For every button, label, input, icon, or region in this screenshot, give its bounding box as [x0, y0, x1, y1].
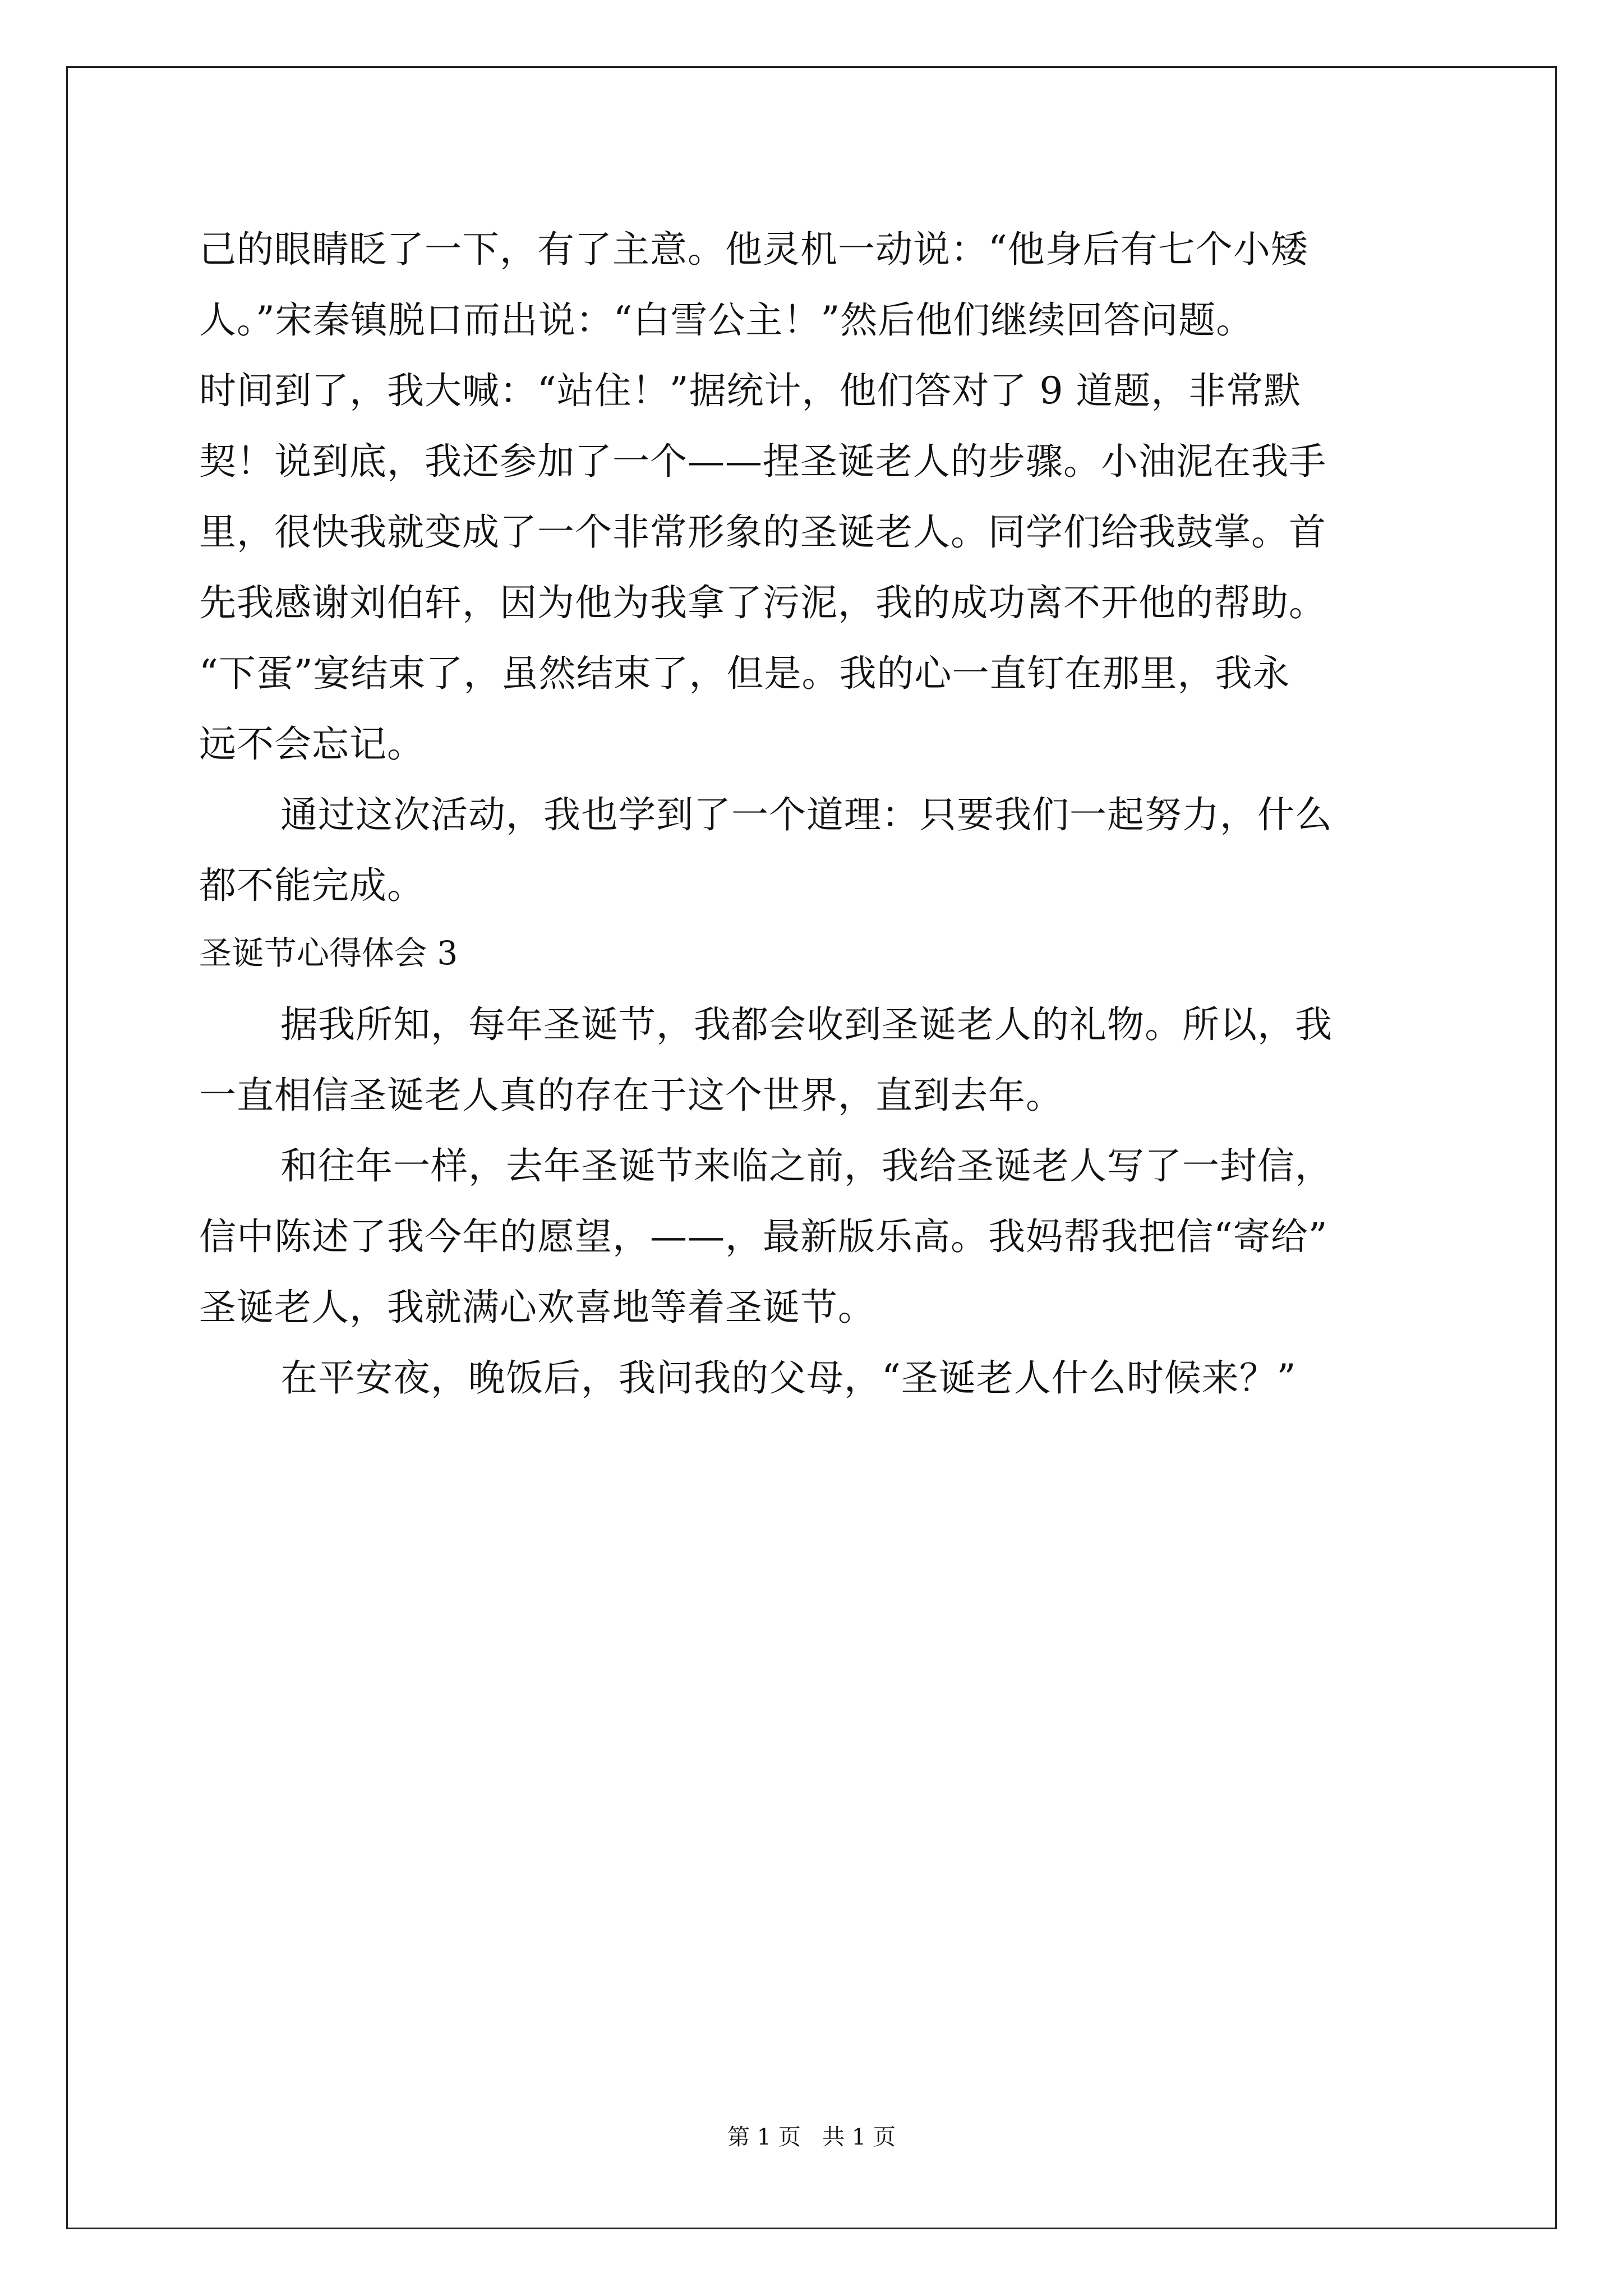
- text-line: 一直相信圣诞老人真的存在于这个世界，直到去年。: [199, 1074, 1063, 1117]
- text-line: 时间到了，我大喊：“站住！”据统计，他们答对了 9 道题，非常默: [199, 369, 1302, 412]
- text-line: 契！说到底，我还参加了一个——捏圣诞老人的步骤。小油泥在我手: [199, 440, 1326, 483]
- text-line: 远不会忘记。: [199, 723, 425, 766]
- paragraph-first-line: 和往年一样，去年圣诞节来临之前，我给圣诞老人写了一封信，: [280, 1144, 1332, 1188]
- paragraph-first-line: 通过这次活动，我也学到了一个道理：只要我们一起努力，什么: [280, 793, 1332, 836]
- text-line: 都不能完成。: [199, 864, 425, 907]
- text-line: 先我感谢刘伯轩，因为他为我拿了污泥，我的成功离不开他的帮助。: [199, 581, 1326, 624]
- text-line: 信中陈述了我今年的愿望，——，最新版乐高。我妈帮我把信“寄给”: [199, 1215, 1328, 1258]
- page-footer: 第 1 页 共 1 页: [727, 2124, 896, 2150]
- text-line: 圣诞老人，我就满心欢喜地等着圣诞节。: [199, 1286, 875, 1329]
- paragraph-first-line: 在平安夜，晚饭后，我问我的父母，“圣诞老人什么时候来？”: [280, 1356, 1297, 1400]
- text-line: “下蛋”宴结束了，虽然结束了，但是。我的心一直钉在那里，我永: [199, 652, 1290, 695]
- paragraph-first-line: 据我所知，每年圣诞节，我都会收到圣诞老人的礼物。所以，我: [280, 1003, 1332, 1046]
- text-line: 里，很快我就变成了一个非常形象的圣诞老人。同学们给我鼓掌。首: [199, 510, 1326, 554]
- text-line: 己的眼睛眨了一下，有了主意。他灵机一动说：“他身后有七个小矮: [199, 228, 1308, 271]
- text-line: 人。”宋秦镇脱口而出说：“白雪公主！”然后他们继续回答问题。: [199, 298, 1254, 342]
- section-heading: 圣诞节心得体会 3: [199, 934, 458, 972]
